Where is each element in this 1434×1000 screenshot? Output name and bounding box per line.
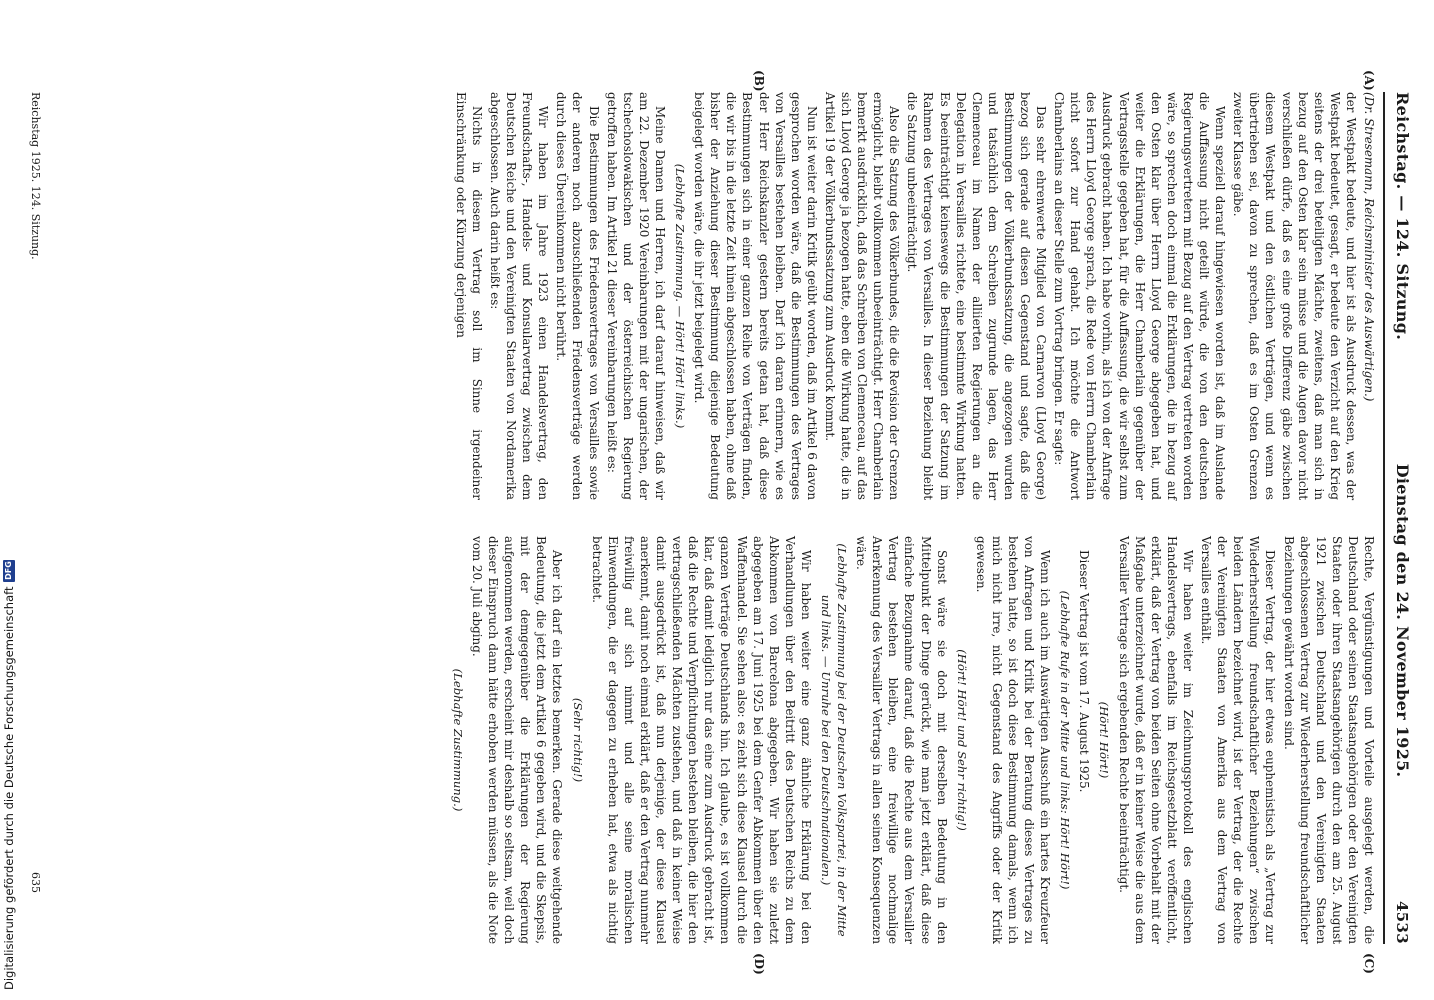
footer-session: Reichstag 1925. 124. Sitzung. xyxy=(29,92,42,260)
margin-marker-a: (A) xyxy=(1362,70,1376,91)
margin-marker-b: (B) xyxy=(752,70,766,92)
interjection: (Lebhafte Zustimmung bei der Deutschen Volkspartei, in der Mitte und links. — Unruhe bei den Deutschnationalen.) xyxy=(819,543,850,937)
paragraph: der Westpakt bedeute, und hier ist als Ausdruck dessen, was der Westpakt bedeutet, gesagt, er bedeute den Verzicht auf den Krieg seitens der drei beteiligten Mächte, zweitens, daß man sich in bezug auf den Osten klar sein müsse und die Augen davor nicht verschließen dürfe, daß es eine große Differenz gäbe zwischen diesem Westpakt und den östlichen Verträgen, und wenn es übertrieben sei, davon zu sprechen, daß es im Osten Grenzen zweiter Klasse gäbe. xyxy=(1231,92,1358,500)
header-center: Dienstag den 24. November 1925. xyxy=(1393,463,1412,778)
interjection: (Lebhafte Rufe in der Mitte und links: Hört! Hört!) xyxy=(1058,590,1073,890)
header-page-number: 4533 xyxy=(1393,901,1411,944)
credit-text: Digitalisierung gefördert durch die Deutsche Forschungsgemeinschaft xyxy=(2,586,16,990)
paragraph: Aber ich darf ein letztes bemerken. Gerade diese weitgehende Bedeutung, die jetzt dem Artikel 6 gegeben wird, und die Skepsis, mit der demgegenüber die Erklärungen der Regierung aufgenommen werden, erscheint mir deshalb so seltsam, weil doch dieser Einspruch dann hätte erhoben werden müssen, als die Note vom 20. Juli abging. xyxy=(470,536,565,944)
interjection: (Lebhafte Zustimmung. — Hört! Hört! links.) xyxy=(673,163,688,429)
footer-page-number: 635 xyxy=(29,872,42,893)
paragraph: Nun ist weiter darin Kritik geübt worden, daß im Artikel 6 davon gesprochen worden wäre, daß die Bestimmungen des Vertrages von Versailles bestehen bleiben. Darf ich daran erinnern, wie es der Herr Reichskanzler gestern bereits getan hat, daß diese Bestimmungen sich in einer ganzen Reihe von Verträgen finden, die wir bis in die letzte Zeit hinein abgeschlossen haben, ohne daß bisher der Anziehung dieser Bestimmung diejenige Bedeutung beigelegt worden wäre, die ihr jetzt beigelegt wird. xyxy=(692,92,819,500)
paragraph: Dieser Vertrag, der hier etwas euphemistisch als „Vertrag zur Wiederherstellung freundschaftlicher Beziehungen“ zwischen beiden Ländern bezeichnet wird, ist der Vertrag, der die Rechte der Vereinigten Staaten von Amerika aus dem Vertrag von Versailles enthält. xyxy=(1199,536,1278,944)
interjection: (Hört! Hört!) xyxy=(1097,701,1112,779)
paragraph: Also die Satzung des Völkerbundes, die die Revision der Grenzen ermöglicht, bleibt vollkommen unbeeinträchtigt. Herr Chamberlain bemerkt ausdrücklich, daß das Schreiben von Clemenceau, auf das sich Lloyd George ja bezogen hatte, eben die Wirkung hatte, die in Artikel 19 der Völkerbundssatzung zum Ausdruck kommt. xyxy=(822,92,902,500)
paragraph: Wir haben weiter eine ganz ähnliche Erklärung bei den Verhandlungen über den Beitritt des Deutschen Reichs zu dem Abkommen von Barcelona abgegeben. Wir haben sie zuletzt abgegeben am 17. Juni 1925 bei dem Genfer Abkommen über den Waffenhandel. Sie sehen also: es zieht sich diese Klausel durch die ganzen Verträge Deutschlands hin. Ich glaube, es ist vollkommen klar, daß damit lediglich nur das eine zum Ausdruck gebracht ist, daß die Rechte und Verpflichtungen bestehen bleiben, die hier den vertragschließenden Mächten zustehen, und daß in keiner Weise damit ausgedrückt ist, daß nun derjenige, der diese Klausel anerkennt, damit noch einmal erklärt, daß er den Vertrag nunmehr freiwillig auf sich nimmt und alle seine moralischen Einwendungen, die er dagegen zu erheben hat, etwa als nichtig betrachtet. xyxy=(589,536,813,944)
digitization-credit xyxy=(2,560,16,990)
quote: Die Bestimmungen des Friedensvertrages von Versailles sowie der anderen noch abzuschließenden Friedensverträge werden durch dieses Übereinkommen nicht berührt. xyxy=(554,92,601,500)
paragraph: Wir haben im Jahre 1923 einen Handelsvertrag, den Freundschafts-, Handels- und Konsularvertrag zwischen dem Deutschen Reiche und den Vereinigten Staaten von Nordamerika abgeschlossen. Auch darin heißt es: xyxy=(488,92,551,500)
quote: Nichts in diesem Vertrag soll im Sinne irgendeiner Einschränkung oder Kürzung derjenigen xyxy=(453,92,484,500)
paragraph: Wenn speziell darauf hingewiesen worden ist, daß im Auslande die Auffassung nicht geteilt würde, die von den deutschen Regierungsvertretern mit Bezug auf den Vertrag vertreten worden wäre, so sprechen doch einmal die Erklärungen, die in bezug auf den Osten klar über Herrn Lloyd George abgegeben hat, und weiter die Erklärungen, die Herr Chamberlain gegenüber der Vertragsstelle gegeben hat, für die Auffassung, die wir selbst zum Ausdruck gebracht haben. Ich habe vorhin, als ich von der Anfrage des Herrn Lloyd George sprach, die Rede von Herrn Chamberlain nicht sofort zur Hand gehabt. Ich möchte die Antwort Chamberlains an dieser Stelle zum Vortrag bringen. Er sagte: xyxy=(1052,92,1228,500)
dfg-logo-icon: DFG xyxy=(4,561,13,580)
header-left: Reichstag. — 124. Sitzung. xyxy=(1393,92,1412,341)
quote: Das sehr ehrenwerte Mitglied von Carnarvon (Lloyd George) bezog sich gerade auf diesen Gegenstand und sagte, daß die Bestimmungen der Völkerbundssatzung, die angezogen wurden und tatsächlich dem Schreiben zugrunde lagen, das Herr Clemenceau im Namen der alliierten Regierungen an die Delegation in Versailles richtete, eine bestimmte Wirkung hatten. Es beeinträchtigt keineswegs die Bestimmungen der Satzung im Rahmen des Vertrages von Versailles. In dieser Beziehung bleibt die Satzung unbeeinträchtigt. xyxy=(905,92,1049,500)
speaker-line: (Dr. Stresemann, Reichsminister des Auswärtigen.) xyxy=(1362,92,1376,402)
interjection: (Sehr richtig!) xyxy=(570,697,585,783)
interjection: (Lebhafte Zustimmung.) xyxy=(450,668,465,812)
paragraph: Rechte, Vergünstigungen und Vorteile ausgelegt werden, die Deutschland oder seinen Staatsangehörigen oder den Vereinigten Staaten oder ihren Staatsangehörigen durch den am 25. August 1921 zwischen Deutschland und den Vereinigten Staaten abgeschlossenen Vertrag zur Wiederherstellung freundschaftlicher Beziehungen gewährt worden sind. xyxy=(1281,536,1376,944)
margin-marker-d: (D) xyxy=(752,953,766,975)
paragraph: Sonst wäre sie doch mit derselben Bedeutung in den Mittelpunkt der Dinge gerückt, wie man jetzt erklärt, daß diese einfache Bezugnahme darauf, daß die Rechte aus dem Versailler Vertrag bestehen bleiben, eine freiwillige nochmalige Anerkennung des Versailler Vertrags in allen seinen Konsequenzen wäre. xyxy=(854,536,949,944)
paragraph: Dieser Vertrag ist vom 17. August 1925. xyxy=(1077,550,1092,793)
margin-marker-c: (C) xyxy=(1362,953,1376,974)
interjection: (Hört! Hört! und Sehr richtig!) xyxy=(954,649,969,831)
paragraph: Wir haben weiter im Zeichnungsprotokoll des englischen Handelsvertrags, ebenfalls im Reichsgesetzblatt veröffentlicht, erklärt, daß der Vertrag von beiden Seiten ohne Vorbehalt mit der Maßgabe unterzeichnet wurde, daß er in keiner Weise die aus dem Versailler Vertrage sich ergebenden Rechte beeinträchtigt. xyxy=(1116,536,1195,944)
paragraph: Wenn ich auch im Auswärtigen Ausschuß ein hartes Kreuzfeuer von Anfragen und Kritik bei der Beratung dieses Vertrages zu bestehen hatte, so ist doch diese Bestimmung damals, wenn ich mich nicht irre, nicht Gegenstand des Angriffs oder der Kritik gewesen. xyxy=(973,536,1053,944)
paragraph: Meine Damen und Herren, ich darf darauf hinweisen, daß wir am 22. Dezember 1920 Vereinbarungen mit der ungarischen, der tschechoslowakischen und der österreichischen Regierung getroffen haben. Im Artikel 21 dieser Vereinbarungen heißt es: xyxy=(604,92,667,500)
